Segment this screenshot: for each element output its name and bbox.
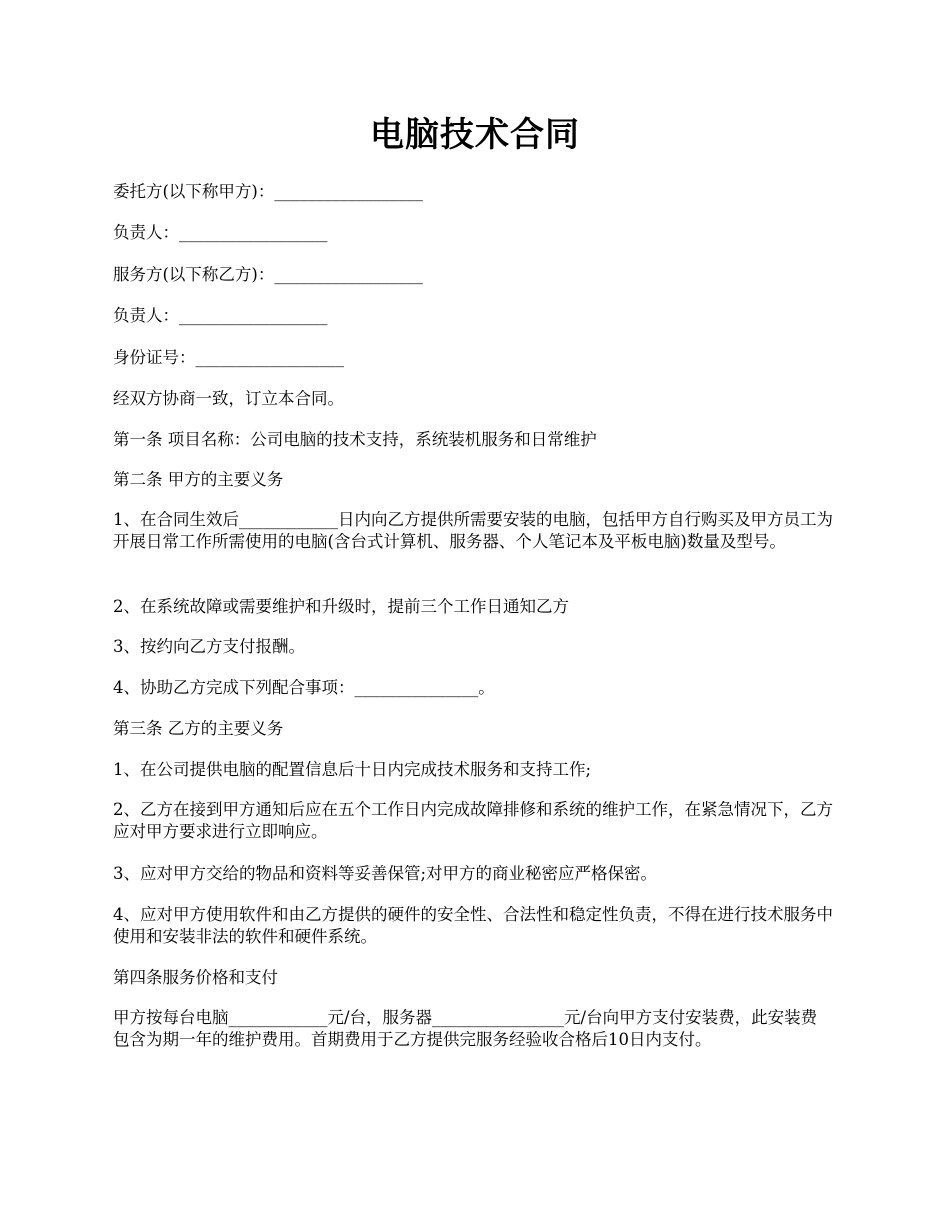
article-2-item-1: 1、在合同生效后____________日内向乙方提供所需要安装的电脑，包括甲方自行购买及甲方员工为开展日常工作所需使用的电脑(含台式计算机、服务器、个人笔记本及平板电脑)数量及型号。 <box>113 510 833 551</box>
article-3-item-1: 1、在公司提供电脑的配置信息后十日内完成技术服务和支持工作; <box>113 760 592 779</box>
article-2-item-4: 4、协助乙方完成下列配合事项：_______________。 <box>113 678 495 697</box>
article-2-heading: 第二条 甲方的主要义务 <box>113 470 284 489</box>
article-2-item-2: 2、在系统故障或需要维护和升级时，提前三个工作日通知乙方 <box>113 597 569 616</box>
article-4-payment: 甲方按每台电脑____________元/台，服务器________________元/台向甲方支付安装费，此安装费包含为期一年的维护费用。首期费用于乙方提供完服务经验收合格后10日内支付。 <box>113 1008 818 1049</box>
article-1: 第一条 项目名称：公司电脑的技术支持，系统装机服务和日常维护 <box>113 430 597 449</box>
client-party-line: 委托方(以下称甲方)：__________________ <box>113 182 423 201</box>
agreement-intro: 经双方协商一致，订立本合同。 <box>113 389 344 408</box>
article-3-item-2: 2、乙方在接到甲方通知后应在五个工作日内完成故障排修和系统的维护工作，在紧急情况下，乙方应对甲方要求进行立即响应。 <box>113 800 833 841</box>
service-representative-line: 负责人：__________________ <box>113 306 328 325</box>
article-3-heading: 第三条 乙方的主要义务 <box>113 719 284 738</box>
client-representative-line: 负责人：__________________ <box>113 223 328 242</box>
document-title: 电脑技术合同 <box>370 115 580 155</box>
article-2-item-3: 3、按约向乙方支付报酬。 <box>113 637 305 656</box>
article-4-heading: 第四条服务价格和支付 <box>113 968 278 987</box>
id-number-line: 身份证号：__________________ <box>113 348 344 367</box>
article-3-item-3: 3、应对甲方交给的物品和资料等妥善保管;对甲方的商业秘密应严格保密。 <box>113 864 658 883</box>
service-party-line: 服务方(以下称乙方)：__________________ <box>113 265 423 284</box>
article-3-item-4: 4、应对甲方使用软件和由乙方提供的硬件的安全性、合法性和稳定性负责，不得在进行技术服务中使用和安装非法的软件和硬件系统。 <box>113 905 833 946</box>
